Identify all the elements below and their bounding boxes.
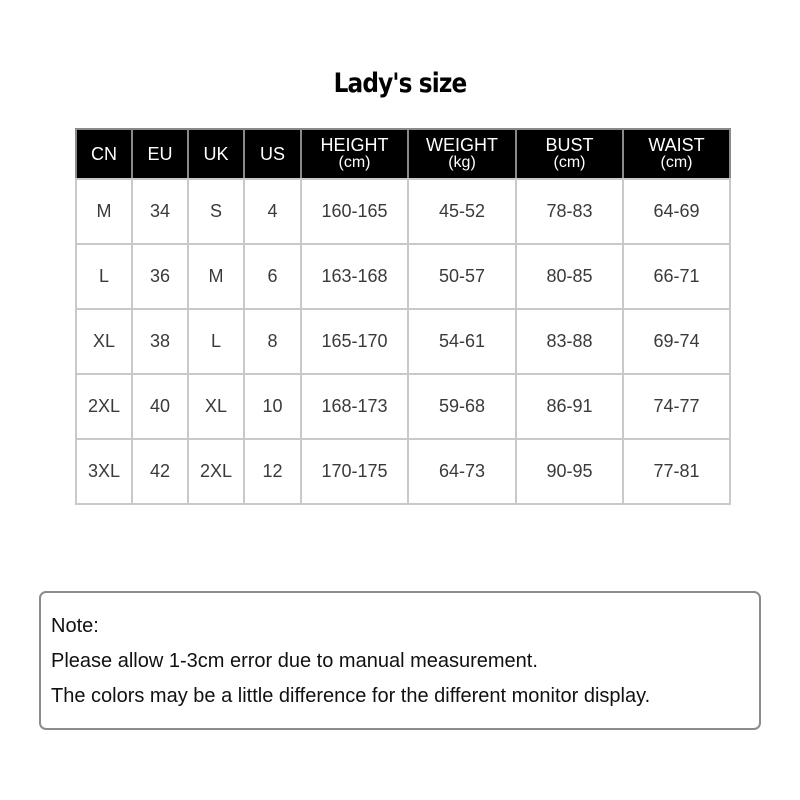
cell-height: 163-168 — [301, 244, 408, 309]
cell-weight: 59-68 — [408, 374, 516, 439]
cell-bust: 78-83 — [516, 179, 623, 244]
cell-uk: XL — [188, 374, 244, 439]
cell-cn: M — [76, 179, 132, 244]
cell-us: 10 — [244, 374, 301, 439]
cell-waist: 77-81 — [623, 439, 730, 504]
cell-uk: S — [188, 179, 244, 244]
cell-weight: 50-57 — [408, 244, 516, 309]
table-row — [76, 309, 730, 374]
header-uk: UK — [188, 129, 244, 179]
cell-us: 8 — [244, 309, 301, 374]
note-line-colors: The colors may be a little difference for the different monitor display. — [51, 685, 651, 707]
note-line-measurement: Please allow 1-3cm error due to manual measurement. — [51, 650, 538, 672]
cell-eu: 34 — [132, 179, 188, 244]
cell-cn: XL — [76, 309, 132, 374]
cell-cn: 3XL — [76, 439, 132, 504]
cell-us: 6 — [244, 244, 301, 309]
cell-height: 165-170 — [301, 309, 408, 374]
cell-height: 160-165 — [301, 179, 408, 244]
cell-height: 170-175 — [301, 439, 408, 504]
cell-uk: L — [188, 309, 244, 374]
note-heading: Note: — [51, 615, 99, 637]
cell-weight: 45-52 — [408, 179, 516, 244]
header-us: US — [244, 129, 301, 179]
cell-uk: M — [188, 244, 244, 309]
cell-height: 168-173 — [301, 374, 408, 439]
header-eu: EU — [132, 129, 188, 179]
cell-waist: 66-71 — [623, 244, 730, 309]
header-cn: CN — [76, 129, 132, 179]
header-weight: WEIGHT (kg) — [408, 129, 516, 179]
cell-eu: 40 — [132, 374, 188, 439]
header-bust: BUST (cm) — [516, 129, 623, 179]
table-row — [76, 439, 730, 504]
cell-cn: 2XL — [76, 374, 132, 439]
cell-weight: 64-73 — [408, 439, 516, 504]
table-row — [76, 244, 730, 309]
cell-cn: L — [76, 244, 132, 309]
header-height: HEIGHT (cm) — [301, 129, 408, 179]
cell-weight: 54-61 — [408, 309, 516, 374]
cell-eu: 42 — [132, 439, 188, 504]
cell-waist: 64-69 — [623, 179, 730, 244]
cell-bust: 86-91 — [516, 374, 623, 439]
size-chart-table — [75, 128, 731, 505]
cell-us: 12 — [244, 439, 301, 504]
cell-eu: 36 — [132, 244, 188, 309]
table-row — [76, 374, 730, 439]
page-title: Lady's size — [333, 68, 467, 99]
cell-bust: 90-95 — [516, 439, 623, 504]
cell-bust: 83-88 — [516, 309, 623, 374]
table-row — [76, 179, 730, 244]
table-header-row — [76, 129, 730, 179]
note-box — [39, 591, 761, 730]
cell-uk: 2XL — [188, 439, 244, 504]
cell-waist: 74-77 — [623, 374, 730, 439]
cell-eu: 38 — [132, 309, 188, 374]
cell-bust: 80-85 — [516, 244, 623, 309]
header-waist: WAIST (cm) — [623, 129, 730, 179]
cell-us: 4 — [244, 179, 301, 244]
cell-waist: 69-74 — [623, 309, 730, 374]
